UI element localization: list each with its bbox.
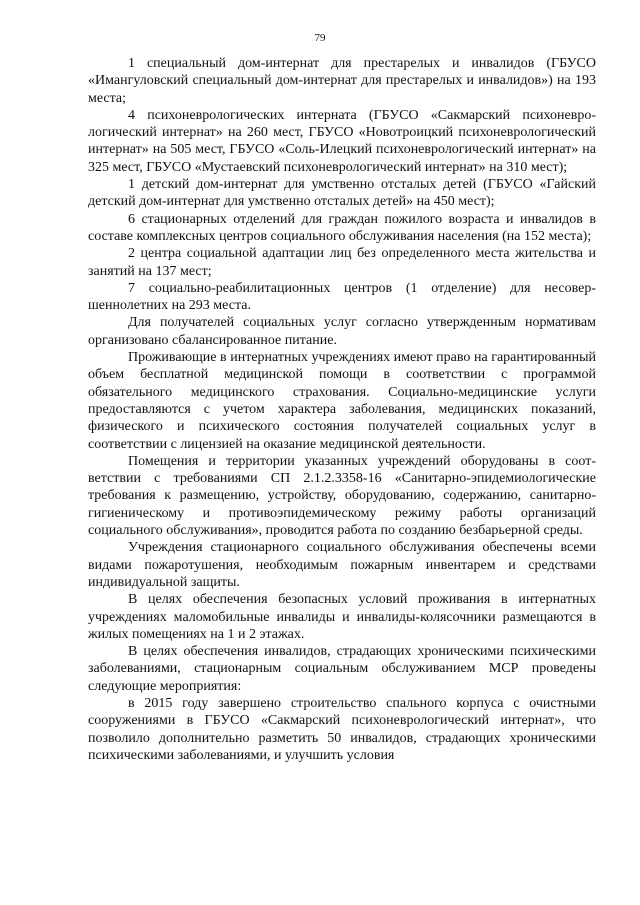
paragraph-medical-care: Проживающие в интернатных учреждениях имеют право на гарантированный объем бесплатной медицинской помощи в соответствии с программой обязательного медицинского страхования. Социально-медицинские услуги предоставляются с учетом характера заболевания, медицинских показаний, физического и психического состояния получателей социальных услуг в соответствии с лицензией на оказание медицинской деятельности. bbox=[88, 350, 596, 452]
paragraph-children-home: 1 детский дом-интернат для умственно отсталых детей (ГБУСО «Гайский детский дом-интернат для умственно отсталых детей» на 450 мест); bbox=[88, 177, 596, 210]
paragraph-sanitary-requirements: Помещения и территории указанных учреждений оборудованы в соответствии с требованиями СП 2.1.2.3358-16 «Санитарно-эпидемиологические требования к размещению, устройству, оборудованию, содержанию, санитарно-гигиеническому и противоэпидемическому режиму работы организаций социального обслуживания», проводится работа по созданию безбарьерной среды. bbox=[88, 453, 596, 539]
paragraph-rehabilitation-centers: 7 социально-реабилитационных центров (1 отделение) для несовершеннолетних на 293 места. bbox=[88, 280, 596, 314]
paragraph-fire-safety: Учреждения стационарного социального обслуживания обеспечены всеми видами пожаротушения, необходимым пожарным инвентарем и средствами индивидуальной защиты. bbox=[88, 540, 596, 590]
paragraph-inpatient-departments: 6 стационарных отделений для граждан пожилого возраста и инвалидов в составе комплексных центров социального обслуживания населения (на 152 места); bbox=[88, 211, 596, 244]
paragraph-nutrition: Для получателей социальных услуг согласно утвержденным нормативам организовано сбалансированное питание. bbox=[88, 315, 596, 348]
paragraph-psychoneurological-homes: 4 психоневрологических интерната (ГБУСО «Сакмарский психоневрологический интернат» на 260 мест, ГБУСО «Новотроицкий психоневрологический интернат» на 505 мест, ГБУСО «Соль-Илецкий психоневрологический интернат» на 325 мест, ГБУСО «Мустаевский психоневрологический интернат» на 310 мест); bbox=[88, 107, 596, 175]
paragraph-construction-2015: в 2015 году завершено строительство спального корпуса с очистными сооружениями в ГБУСО «Сакмарский психоневрологический интернат», что позволило дополнительно разметить 50 инвалидов, страдающих хроническими психическими заболеваниями, и улучшить условия bbox=[88, 695, 596, 763]
paragraph-special-home: 1 специальный дом-интернат для престарелых и инвалидов (ГБУСО «Имангуловский специальный дом-интернат для престарелых и инвалидов») на 193 места; bbox=[88, 56, 596, 106]
document-body bbox=[88, 55, 596, 764]
paragraph-adaptation-centers: 2 центра социальной адаптации лиц без определенного места жительства и занятий на 137 мест; bbox=[88, 246, 596, 279]
paragraph-measures-intro: В целях обеспечения инвалидов, страдающих хроническими психическими заболеваниями, стационарным социальным обслуживанием МСР проведены следующие мероприятия: bbox=[88, 644, 596, 694]
page-number: 79 bbox=[314, 32, 326, 44]
paragraph-low-mobility: В целях обеспечения безопасных условий проживания в интернатных учреждениях маломобильные инвалиды и инвалиды-колясочники размещаются в жилых помещениях на 1 и 2 этажах. bbox=[88, 592, 596, 642]
